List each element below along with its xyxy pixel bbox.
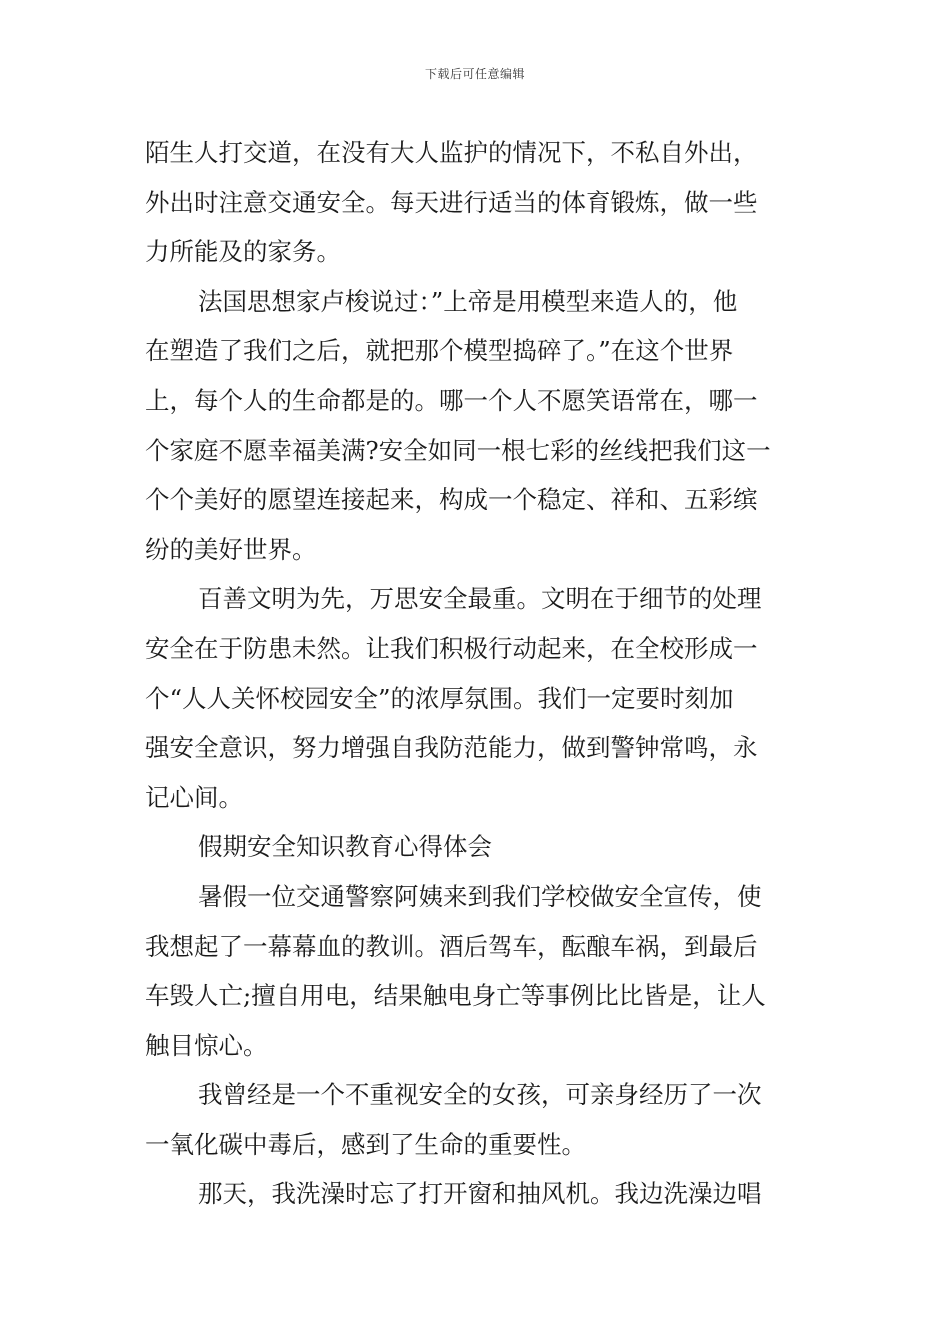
text-line: 假期安全知识教育心得体会 xyxy=(198,832,492,862)
text-line: 在塑造了我们之后，就把那个模型捣碎了。”在这个世界 xyxy=(145,336,734,366)
text-line: 触目惊心。 xyxy=(145,1030,268,1060)
text-line: 力所能及的家务。 xyxy=(145,237,341,267)
text-line: 记心间。 xyxy=(145,782,243,812)
text-line: 我想起了一幕幕血的教训。酒后驾车，酝酿车祸，到最后 xyxy=(145,931,758,961)
text-line: 暑假一位交通警察阿姨来到我们学校做安全宣传，使 xyxy=(198,881,762,911)
text-line: 强安全意识，努力增强自我防范能力，做到警钟常鸣，永 xyxy=(145,733,758,763)
text-line: 一氧化碳中毒后，感到了生命的重要性。 xyxy=(145,1129,586,1159)
text-line: 个“人人关怀校园安全”的浓厚氛围。我们一定要时刻加 xyxy=(145,683,734,713)
text-line: 个个美好的愿望连接起来，构成一个稳定、祥和、五彩缤 xyxy=(145,485,758,515)
text-line: 我曾经是一个不重视安全的女孩，可亲身经历了一次 xyxy=(198,1080,762,1110)
document-body xyxy=(145,128,810,1219)
text-line: 陌生人打交道，在没有大人监护的情况下，不私自外出， xyxy=(145,138,758,167)
text-line: 那天，我洗澡时忘了打开窗和抽风机。我边洗澡边唱 xyxy=(198,1179,762,1209)
text-line: 个家庭不愿幸福美满?安全如同一根七彩的丝线把我们这一 xyxy=(145,435,771,465)
text-line: 车毁人亡;擅自用电，结果触电身亡等事例比比皆是，让人 xyxy=(145,981,766,1011)
text-line: 外出时注意交通安全。每天进行适当的体育锻炼，做一些 xyxy=(145,187,758,217)
text-line: 上，每个人的生命都是的。哪一个人不愿笑语常在，哪一 xyxy=(145,385,758,415)
text-line: 法国思想家卢梭说过：”上帝是用模型来造人的，他 xyxy=(198,286,738,316)
text-line: 安全在于防患未然。让我们积极行动起来，在全校形成一 xyxy=(145,633,758,663)
text-line: 纷的美好世界。 xyxy=(145,534,317,564)
page-header: 下载后可任意编辑 xyxy=(424,67,525,81)
text-line: 百善文明为先，万思安全最重。文明在于细节的处理 xyxy=(198,584,762,614)
